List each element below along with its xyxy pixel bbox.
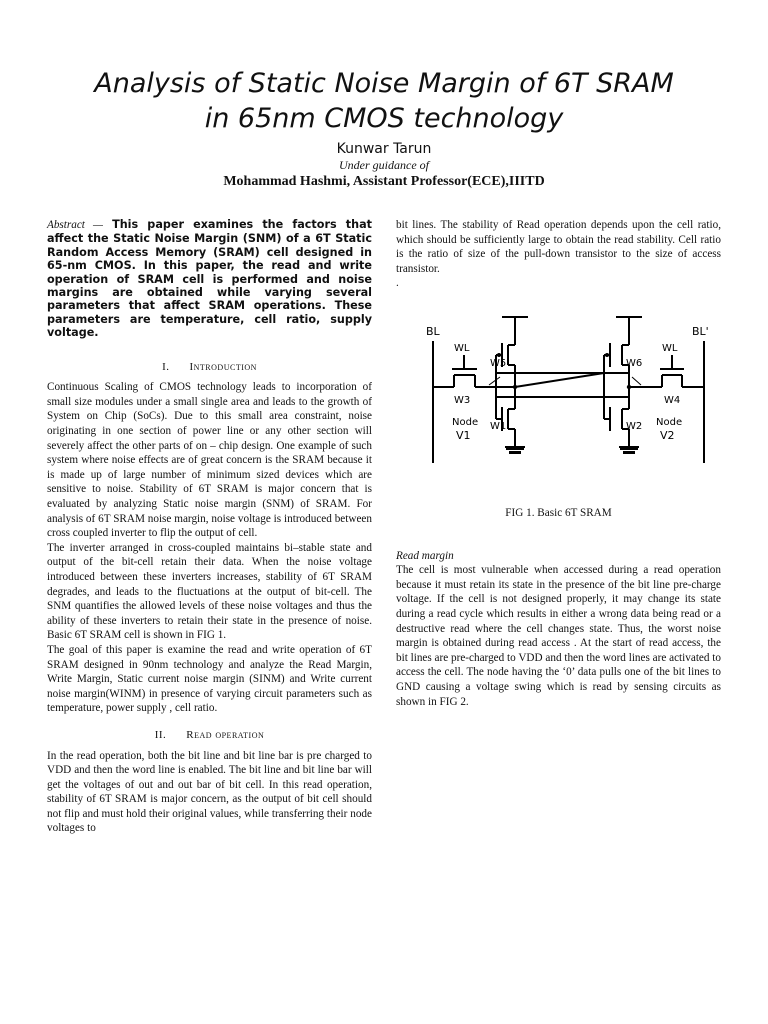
label-blb: BL' — [692, 324, 709, 338]
label-w5: W5 — [490, 357, 507, 369]
section-heading-read-operation — [47, 728, 372, 743]
read-paragraph-1: In the read operation, both the bit line and bit line bar is pre charged to VDD and then the word line is enabled. The bit line and bit line bar will get the voltages of out and out bar of bit cell. In this read operation, stability of 6T SRAM is major concern, as the output of bit cell should not flip and must hold their original values, while transferring their node voltages to — [47, 749, 372, 835]
label-w3: W3 — [454, 394, 471, 406]
label-bl: BL — [426, 324, 440, 338]
label-wl-right: WL — [662, 342, 678, 354]
label-v2: V2 — [660, 428, 675, 442]
label-node-right: Node — [656, 416, 683, 428]
label-w1: W1 — [490, 420, 507, 432]
intro-paragraph-3: The goal of this paper is examine the read and write operation of 6T SRAM designed in 90nm technology and analyze the Read Margin, Write Margin, Static current noise margin (SINM) and Write current noise margin(WINM) in presence of varying circuit parameters such as temperature, power supply , cell ratio. — [47, 643, 372, 715]
right-column — [396, 218, 721, 709]
continuation-paragraph: bit lines. The stability of Read operation depends upon the cell ratio, which should be sufficiently large to obtain the read stability. Cell ratio is the ratio of size of the pull-down transistor to the size of access transistor. — [396, 219, 721, 275]
section-title: Introduction — [189, 360, 257, 373]
section-title: Read operation — [186, 728, 265, 741]
stray-dot: . — [396, 277, 399, 290]
affiliation: Mohammad Hashmi, Assistant Professor(ECE),IIITD — [223, 174, 545, 189]
title-line-1: Analysis of Static Noise Margin of 6T SRAM — [94, 68, 674, 99]
paper-title — [0, 66, 768, 136]
label-v1: V1 — [456, 428, 471, 442]
author-name: Kunwar Tarun — [336, 141, 432, 157]
figure-caption: FIG 1. Basic 6T SRAM — [505, 506, 612, 519]
guidance-note: Under guidance of — [339, 158, 429, 172]
read-margin-paragraph: The cell is most vulnerable when accessed during a read operation because it must retain its state in the presence of the bit line pre-charge voltage. If the cell is not designed properly, it may change its state during a read cycle which results in either a wrong data being read or a destructive read where the cell changes state. Thus, the worst noise margin is obtained during read access . At the start of read access, the bit lines are pre-charged to VDD and then the word lines are activated to access the cell. The node having the ‘0’ data pulls one of the bit lines to GND causing a voltage swing which is read by sensing circuits as shown in FIG 2. — [396, 564, 721, 708]
sram-circuit-diagram — [396, 301, 721, 506]
read-margin-heading: Read margin — [396, 549, 454, 562]
label-w2: W2 — [626, 420, 643, 432]
section-number: I. — [162, 360, 170, 373]
abstract — [47, 218, 372, 340]
label-w6: W6 — [626, 357, 643, 369]
abstract-lead: Abstract — — [47, 219, 103, 231]
label-node-left: Node — [452, 416, 479, 428]
label-w4: W4 — [664, 394, 681, 406]
section-heading-introduction — [47, 360, 372, 375]
intro-paragraph-2: The inverter arranged in cross-coupled maintains bi–stable state and output of the bit-cell retain their data. When the noise voltage introduced between these inverters increases, stability of 6T SRAM degrades, and leads to the fluctuations at the output of bit-cell. The SNM quantifies the allowed levels of these noise voltages and thus the ability of these inverters to retain their state in the presence of noise. Basic 6T SRAM cell is shown in FIG 1. — [47, 541, 372, 642]
abstract-text: This paper examines the factors that affect the Static Noise Margin (SNM) of a 6T Static Random Access Memory (SRAM) cell designed in 65-nm CMOS. In this paper, the read and write operation of SRAM cell is performed and noise margins are obtained while varying several parameters that affect SRAM operations. These parameters are temperature, cell ratio, supply voltage. — [47, 218, 373, 340]
intro-paragraph-1: Continuous Scaling of CMOS technology leads to incorporation of small size modules under a small single area and leads to the growth of System on Chip (SoCs). Due to this small area constraint, noise originating in one section of power line or any other section will severely affect the other parts of on – chip design. One example of such system where noise effects are of great concern is the SRAM because it is made up of large number of minimum sized devices which are sensitive to noise. Stability of 6T SRAM is major concern that is evaluated by analyzing Static noise margin (SNM) of SRAM. For analysis of 6T SRAM noise margin, noise voltage is introduced between cross coupled inverter to flip the output of cell. — [47, 381, 372, 540]
left-column — [47, 218, 372, 836]
sram-circuit-figure — [396, 301, 721, 506]
title-line-2: in 65nm CMOS technology — [204, 103, 564, 134]
label-wl-left: WL — [454, 342, 470, 354]
section-number: II. — [154, 728, 167, 741]
